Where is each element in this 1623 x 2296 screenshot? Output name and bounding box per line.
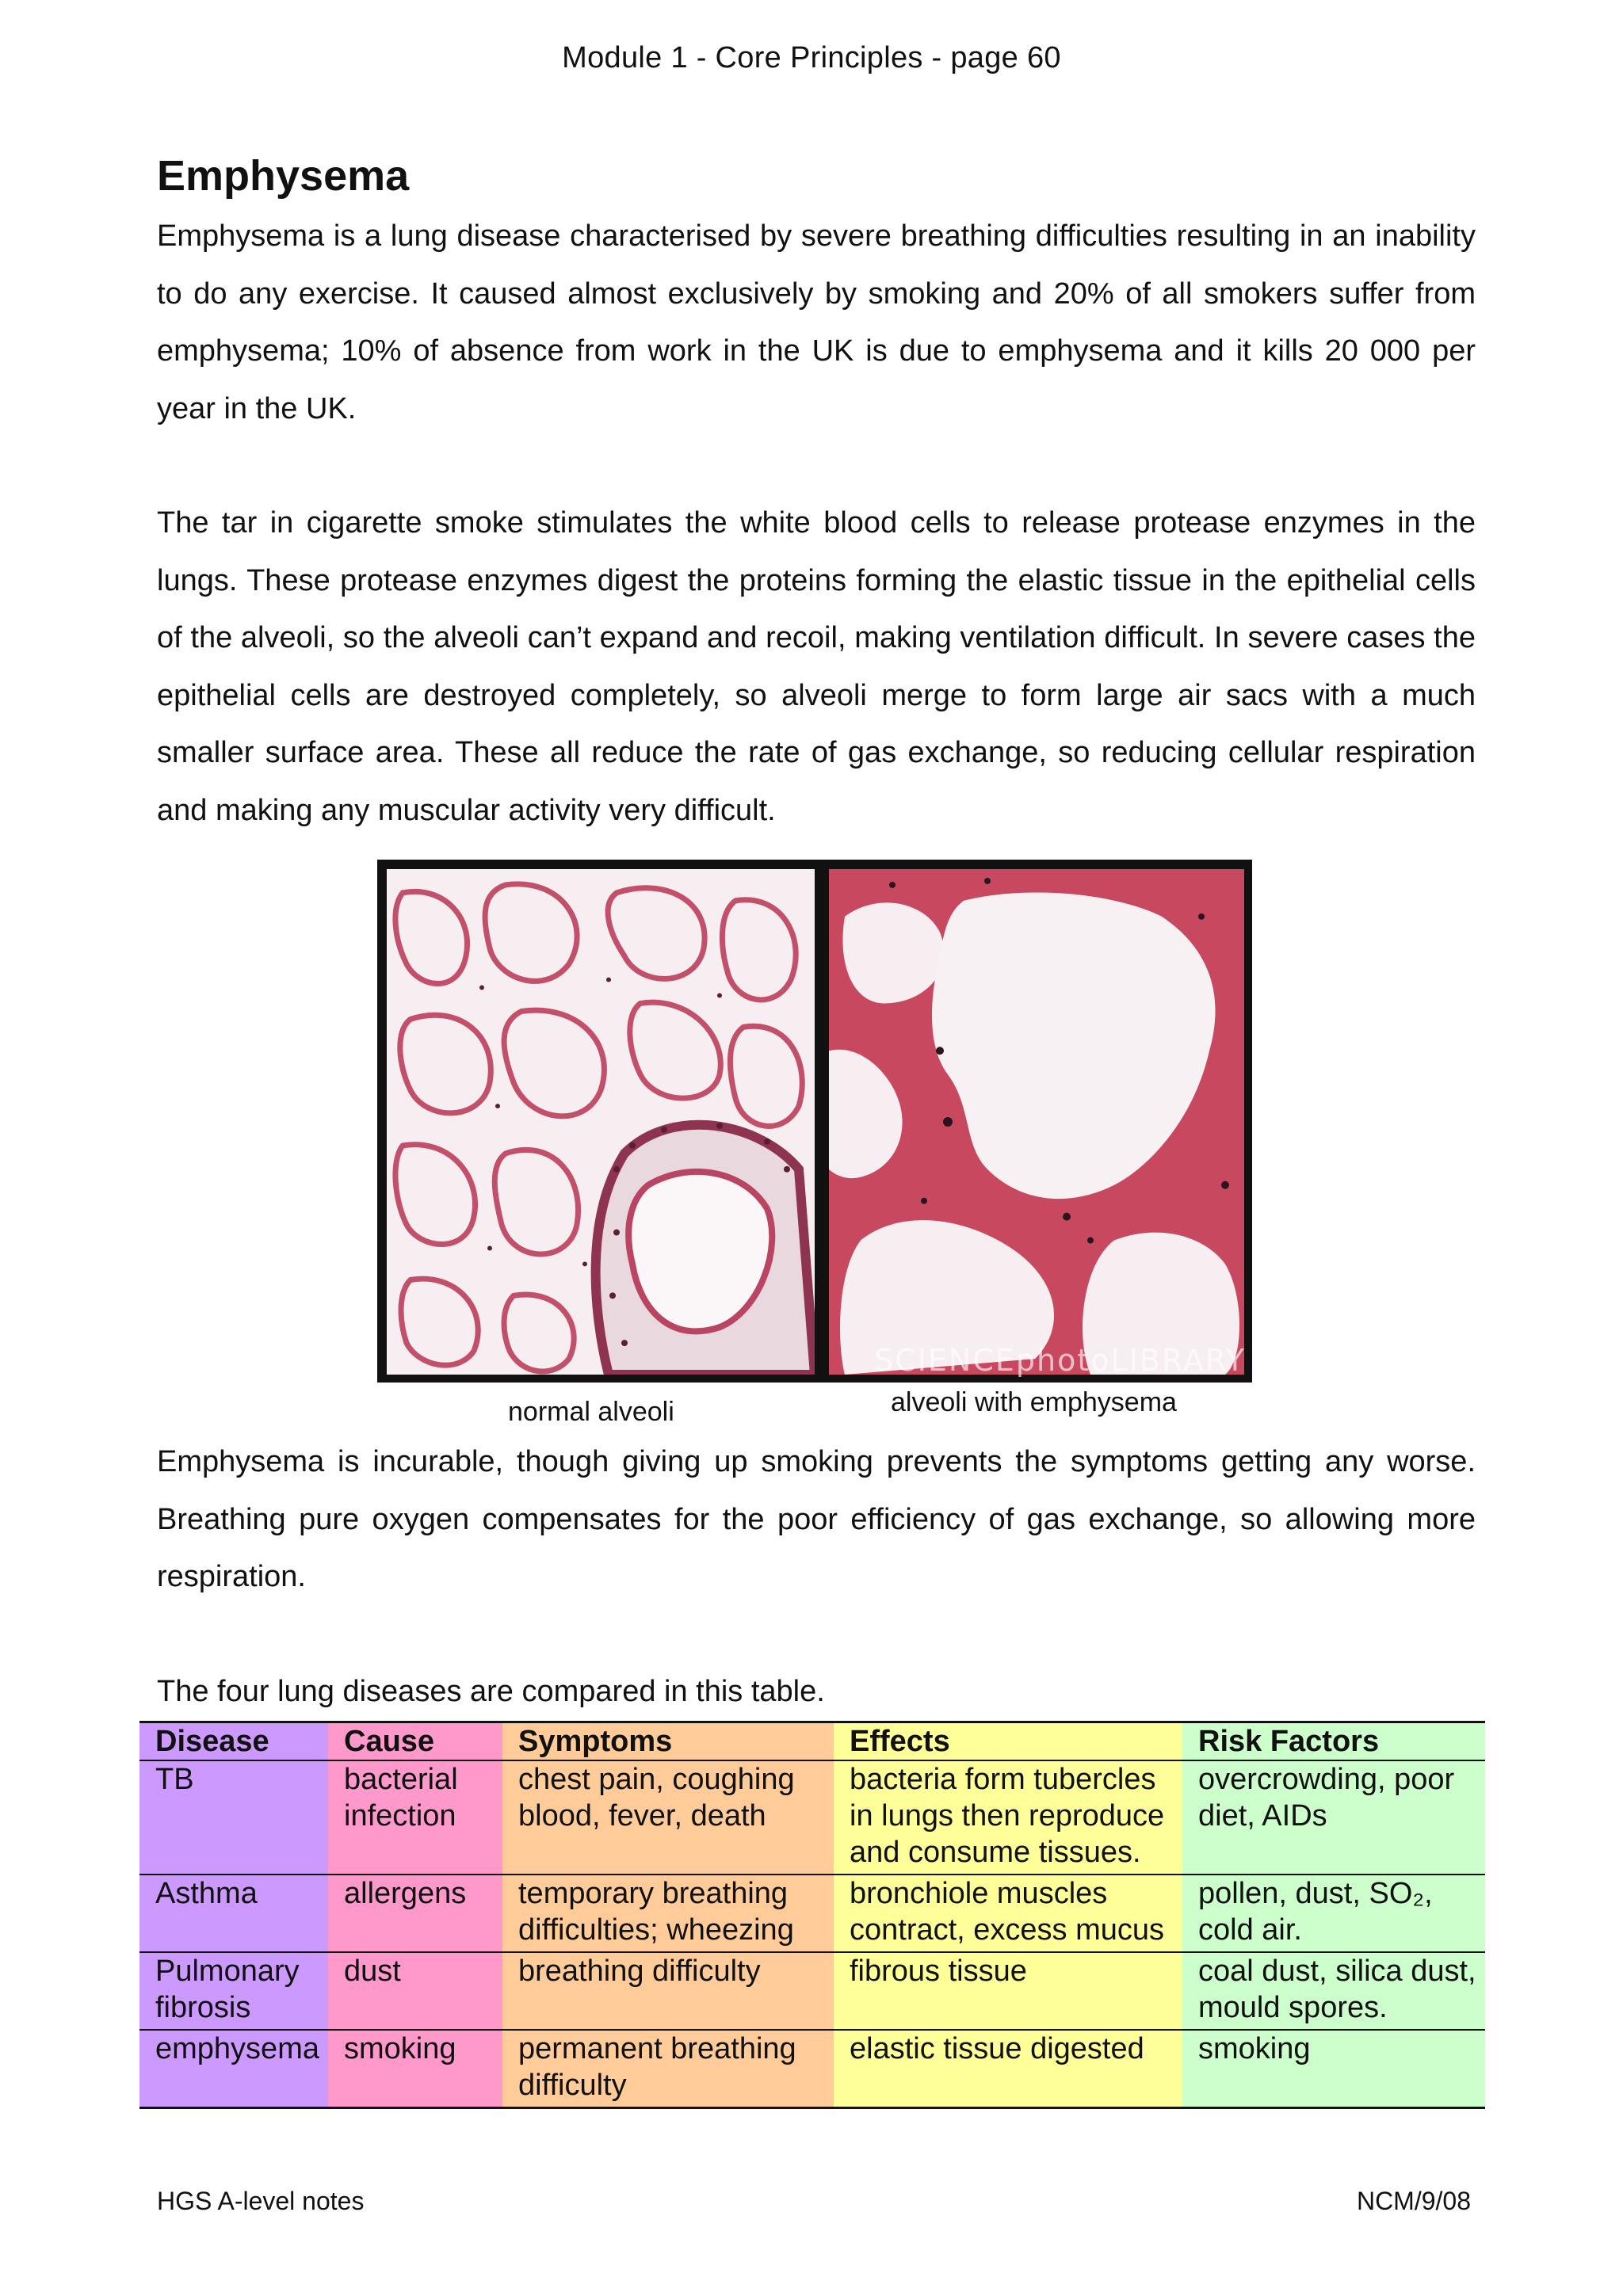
cell-risk-factors: smoking xyxy=(1182,2030,1485,2108)
header-disease: Disease xyxy=(139,1722,328,1761)
header-effects: Effects xyxy=(834,1722,1182,1761)
header-cause: Cause xyxy=(328,1722,502,1761)
footer-right: NCM/9/08 xyxy=(1356,2187,1471,2215)
cell-symptoms: chest pain, coughing blood, fever, death xyxy=(502,1760,834,1875)
table-row xyxy=(139,1952,1485,2030)
cell-effects: elastic tissue digested xyxy=(834,2030,1182,2108)
caption-normal-alveoli: normal alveoli xyxy=(508,1397,674,1427)
paragraph-intro: Emphysema is a lung disease characterised by severe breathing difficulties resulting in an inability to do any exercise. It caused almost exclusively by smoking and 20% of all smokers suffer from emphysema; 10% of absence from work in the UK is due to emphysema and it kills 20 000 per year in the UK. xyxy=(157,219,1476,425)
lung-diseases-table xyxy=(139,1721,1485,2109)
page-content xyxy=(157,151,1476,1720)
cell-symptoms: temporary breathing difficulties; wheezing xyxy=(502,1875,834,1952)
cell-disease: Asthma xyxy=(139,1875,328,1952)
cell-effects: fibrous tissue xyxy=(834,1952,1182,2030)
alveoli-micrograph xyxy=(377,860,1252,1383)
paragraph-mechanism: The tar in cigarette smoke stimulates the white blood cells to release protease enzymes in the lungs. These protease enzymes digest the proteins forming the elastic tissue in the epithelial cells of the alveoli, so the alveoli can’t expand and recoil, making ventilation difficult. In severe cases the epithelial cells are destroyed completely, so alveoli merge to form large air sacs with a much smaller surface area. These all reduce the rate of gas exchange, so reducing cellular respiration and making any muscular activity very difficult. xyxy=(157,506,1476,827)
caption-emphysema-alveoli: alveoli with emphysema xyxy=(891,1387,1177,1417)
cell-effects: bronchiole muscles contract, excess mucus xyxy=(834,1875,1182,1952)
page-header: Module 1 - Core Principles - page 60 xyxy=(562,41,1061,74)
watermark: SCIENCEphotoLIBRARY xyxy=(874,1343,1246,1378)
cell-symptoms: breathing difficulty xyxy=(502,1952,834,2030)
footer-left: HGS A-level notes xyxy=(157,2187,365,2215)
table-intro: The four lung diseases are compared in this table. xyxy=(157,1674,825,1708)
paragraph-treatment: Emphysema is incurable, though giving up smoking prevents the symptoms getting any worse. Breathing pure oxygen compensates for the poor efficiency of gas exchange, so allowing more respiration. xyxy=(157,1445,1476,1593)
table-header-row xyxy=(139,1722,1485,1761)
table-row xyxy=(139,2030,1485,2108)
table-row xyxy=(139,1875,1485,1952)
header-symptoms: Symptoms xyxy=(502,1722,834,1761)
cell-cause: dust xyxy=(328,1952,502,2030)
cell-risk-factors: overcrowding, poor diet, AIDs xyxy=(1182,1760,1485,1875)
cell-symptoms: permanent breathing difficulty xyxy=(502,2030,834,2108)
page-title: Emphysema xyxy=(157,152,410,200)
emphysema-alveoli-image xyxy=(829,869,1244,1375)
cell-cause: allergens xyxy=(328,1875,502,1952)
cell-disease: emphysema xyxy=(139,2030,328,2108)
table-row xyxy=(139,1760,1485,1875)
cell-cause: bacterial infection xyxy=(328,1760,502,1875)
cell-cause: smoking xyxy=(328,2030,502,2108)
cell-effects: bacteria form tubercles in lungs then reproduce and consume tissues. xyxy=(834,1760,1182,1875)
cell-disease: TB xyxy=(139,1760,328,1875)
normal-alveoli-image xyxy=(387,869,815,1375)
cell-risk-factors: pollen, dust, SO₂, cold air. xyxy=(1182,1875,1485,1952)
header-risk-factors: Risk Factors xyxy=(1182,1722,1485,1761)
cell-disease: Pulmonary fibrosis xyxy=(139,1952,328,2030)
cell-risk-factors: coal dust, silica dust, mould spores. xyxy=(1182,1952,1485,2030)
